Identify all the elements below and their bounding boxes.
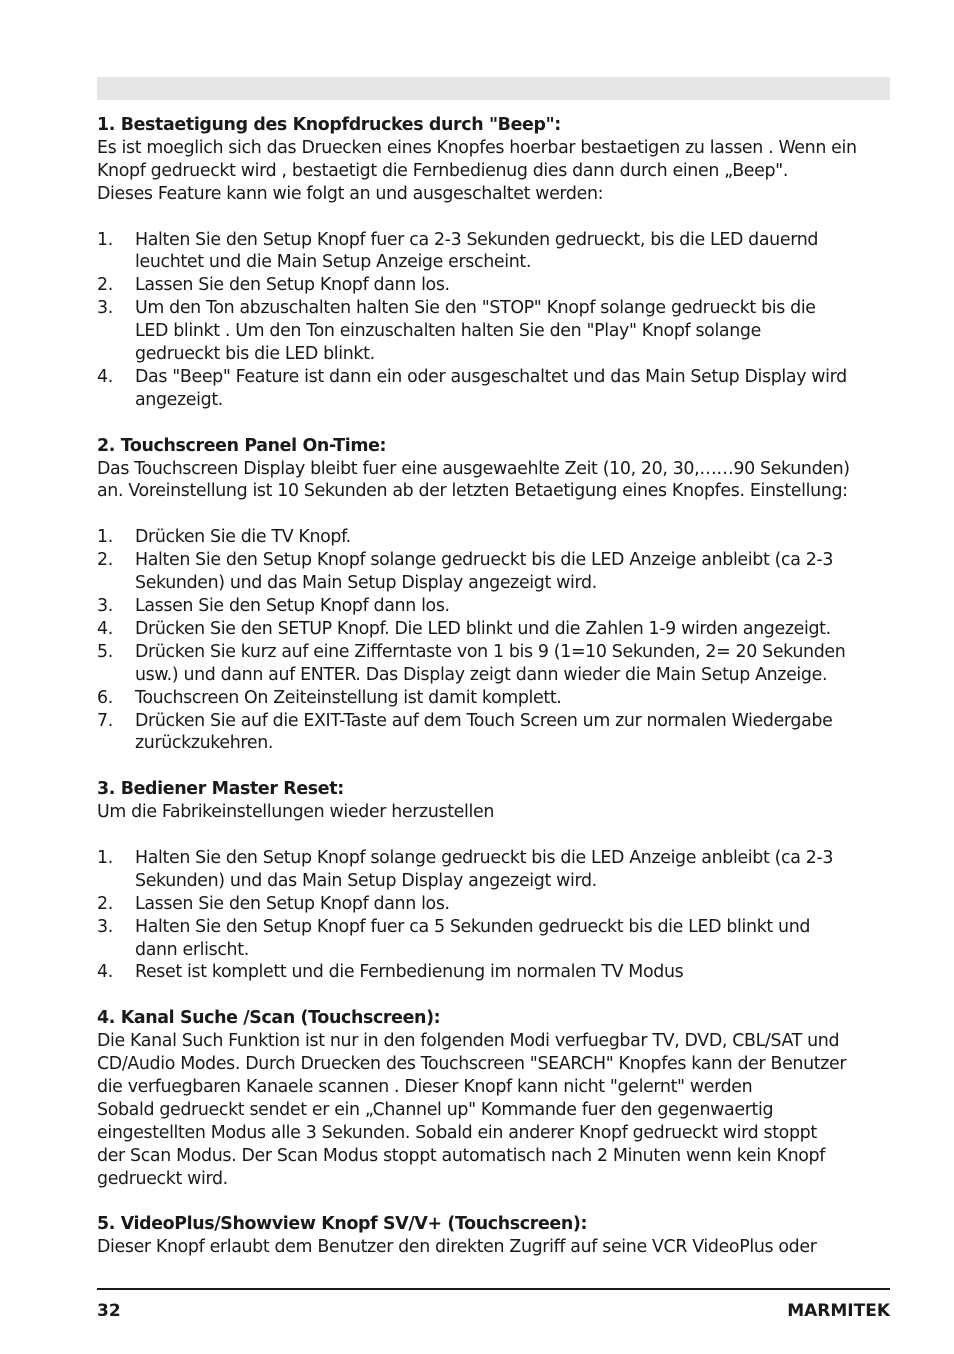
paragraph-line: der Scan Modus. Der Scan Modus stoppt automatisch nach 2 Minuten wenn kein Knopf (97, 1145, 826, 1166)
section-heading: 5. VideoPlus/Showview Knopf SV/V+ (Touchscreen): (97, 1214, 588, 1235)
brand-name: MARMITEK (787, 1301, 890, 1321)
paragraph-line: Sobald gedrueckt sendet er ein „Channel up" Kommande fuer den gegenwaertig (97, 1099, 774, 1120)
list-item: 1. Halten Sie den Setup Knopf solange gedrueckt bis die LED Anzeige anbleibt (ca 2-3 Sekunden) und das Main Setup Display angezeigt wird. (97, 847, 834, 891)
step-list (97, 526, 897, 755)
list-item: 1. Halten Sie den Setup Knopf fuer ca 2-3 Sekunden gedrueckt, bis die LED dauernd leuchtet und die Main Setup Anzeige erscheint. (97, 229, 819, 273)
paragraph-line: eingestellten Modus alle 3 Sekunden. Sobald ein anderer Knopf gedrueckt wird stoppt (97, 1122, 817, 1143)
list-item: 3. Lassen Sie den Setup Knopf dann los. (97, 595, 450, 616)
list-item: 3. Halten Sie den Setup Knopf fuer ca 5 Sekunden gedrueckt bis die LED blinkt und dann erlischt. (97, 916, 811, 960)
paragraph-line: Knopf gedrueckt wird , bestaetigt die Fernbedienug dies dann durch einen „Beep". (97, 160, 789, 181)
footer-divider (97, 1288, 890, 1290)
paragraph-line: an. Voreinstellung ist 10 Sekunden ab der letzten Betaetigung eines Knopfes. Einstellung: (97, 481, 848, 502)
paragraph-line: Dieses Feature kann wie folgt an und ausgeschaltet werden: (97, 183, 604, 204)
step-list (97, 229, 897, 412)
page-body (97, 114, 897, 1259)
paragraph-line: Dieser Knopf erlaubt dem Benutzer den direkten Zugriff auf seine VCR VideoPlus oder (97, 1237, 817, 1258)
paragraph-line: Die Kanal Such Funktion ist nur in den folgenden Modi verfuegbar TV, DVD, CBL/SAT und (97, 1031, 840, 1052)
section-heading: 1. Bestaetigung des Knopfdruckes durch "Beep": (97, 115, 561, 135)
list-item: 3. Um den Ton abzuschalten halten Sie den "STOP" Knopf solange gedrueckt bis die LED blinkt . Um den Ton einzuschalten halten Sie den "Play" Knopf solange gedrueckt bis die LED blinkt. (97, 298, 816, 365)
list-item: 6. Touchscreen On Zeiteinstellung ist damit komplett. (97, 687, 562, 708)
list-item: 2. Lassen Sie den Setup Knopf dann los. (97, 275, 450, 296)
section-heading: 3. Bediener Master Reset: (97, 779, 344, 800)
section-heading: 4. Kanal Suche /Scan (Touchscreen): (97, 1008, 441, 1029)
paragraph-line: die verfuegbaren Kanaele scannen . Dieser Knopf kann nicht "gelernt" werden (97, 1076, 753, 1097)
paragraph-line: Es ist moeglich sich das Druecken eines Knopfes hoerbar bestaetigen zu lassen . Wenn ein (97, 137, 857, 158)
header-bar (97, 77, 890, 100)
list-item: 7. Drücken Sie auf die EXIT-Taste auf dem Touch Screen um zur normalen Wiedergabe zurückzukehren. (97, 710, 833, 754)
paragraph-line: gedrueckt wird. (97, 1168, 228, 1189)
section-heading: 2. Touchscreen Panel On-Time: (97, 435, 387, 456)
paragraph-line: CD/Audio Modes. Durch Druecken des Touchscreen "SEARCH" Knopfes kann der Benutzer (97, 1054, 847, 1075)
list-item: 4. Drücken Sie den SETUP Knopf. Die LED blinkt und die Zahlen 1-9 wirden angezeigt. (97, 618, 831, 639)
paragraph-line: Das Touchscreen Display bleibt fuer eine ausgewaehlte Zeit (10, 20, 30,……90 Sekunden) (97, 458, 850, 479)
list-item: 4. Reset ist komplett und die Fernbedienung im normalen TV Modus (97, 962, 684, 983)
paragraph-line: Um die Fabrikeinstellungen wieder herzustellen (97, 802, 495, 823)
list-item: 5. Drücken Sie kurz auf eine Zifferntaste von 1 bis 9 (1=10 Sekunden, 2= 20 Sekunden usw.) und dann auf ENTER. Das Display zeigt dann wieder die Main Setup Anzeige. (97, 641, 846, 685)
list-item: 1. Drücken Sie die TV Knopf. (97, 527, 351, 548)
list-item: 2. Halten Sie den Setup Knopf solange gedrueckt bis die LED Anzeige anbleibt (ca 2-3 Sekunden) und das Main Setup Display angezeigt wird. (97, 550, 834, 594)
list-item: 4. Das "Beep" Feature ist dann ein oder ausgeschaltet und das Main Setup Display wird angezeigt. (97, 366, 847, 410)
page-number: 32 (97, 1301, 121, 1321)
step-list (97, 847, 897, 984)
list-item: 2. Lassen Sie den Setup Knopf dann los. (97, 893, 450, 914)
